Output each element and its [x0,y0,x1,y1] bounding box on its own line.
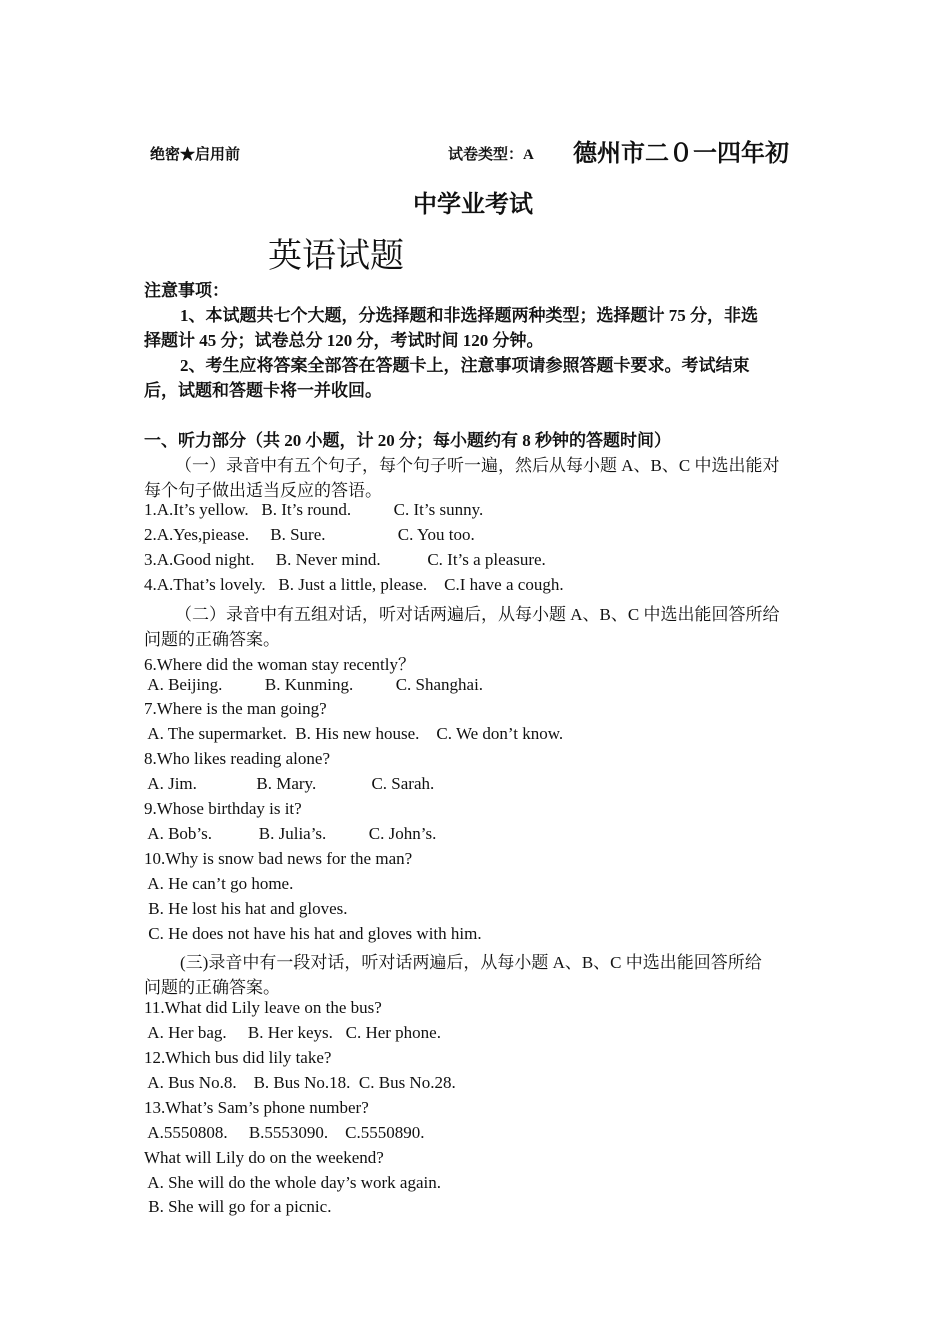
answer-options: A. Bob’s. B. Julia’s. C. John’s. [144,824,437,843]
answer-options: A. The supermarket. B. His new house. C. We don’t know. [144,724,564,743]
question-line: 1.A.It’s yellow. B. It’s round. C. It’s sunny. [144,500,484,519]
answer-option: A. He can’t go home. [144,874,294,893]
answer-options: A.5550808. B.5553090. C.5550890. [144,1123,425,1142]
question-line: 6.Where did the woman stay recently？ [144,655,415,674]
answer-options: A. Bus No.8. B. Bus No.18. C. Bus No.28. [144,1073,456,1092]
answer-option: A. She will do the whole day’s work again. [144,1173,441,1192]
question-line: What will Lily do on the weekend? [144,1148,384,1167]
instruction-line: 每个句子做出适当反应的答语。 [144,481,382,500]
subject-title: 英语试题 [268,238,404,275]
instruction-line: （一）录音中有五个句子，每个句子听一遍，然后从每小题 A、B、C 中选出能对 [175,456,780,475]
answer-options: A. Her bag. B. Her keys. C. Her phone. [144,1023,441,1042]
exam-title-line2: 中学业考试 [413,192,533,218]
question-line: 8.Who likes reading alone? [144,749,330,768]
question-line: 13.What’s Sam’s phone number? [144,1098,369,1117]
answer-option: B. She will go for a picnic. [144,1197,332,1216]
question-line: 12.Which bus did lily take? [144,1048,332,1067]
exam-title-line1: 德州市二０一四年初 [573,141,789,167]
question-line: 3.A.Good night. B. Never mind. C. It’s a pleasure. [144,550,546,569]
question-line: 11.What did Lily leave on the bus? [144,998,382,1017]
notes-line: 后，试题和答题卡将一并收回。 [144,381,382,400]
confidential-label: 绝密★启用前 [150,147,241,163]
answer-option: C. He does not have his hat and gloves with him. [144,924,482,943]
question-line: 10.Why is snow bad news for the man? [144,849,413,868]
notes-line: 1、本试题共七个大题，分选择题和非选择题两种类型；选择题计 75 分，非选 [180,306,758,325]
question-line: 9.Whose birthday is it? [144,799,302,818]
notes-line: 择题计 45 分；试卷总分 120 分，考试时间 120 分钟。 [144,331,544,350]
notes-line: 2、考生应将答案全部答在答题卡上，注意事项请参照答题卡要求。考试结束 [180,356,750,375]
notes-heading: 注意事项： [144,281,229,300]
question-line: 4.A.That’s lovely. B. Just a little, please. C.I have a cough. [144,575,564,594]
answer-options: A. Beijing. B. Kunming. C. Shanghai. [144,675,484,694]
section-heading: 一、听力部分（共 20 小题，计 20 分；每小题约有 8 秒钟的答题时间） [144,431,671,450]
instruction-line: （二）录音中有五组对话，听对话两遍后，从每小题 A、B、C 中选出能回答所给 [175,605,780,624]
answer-option: B. He lost his hat and gloves. [144,899,348,918]
question-line: 7.Where is the man going? [144,699,327,718]
answer-options: A. Jim. B. Mary. C. Sarah. [144,774,435,793]
instruction-line: 问题的正确答案。 [144,630,280,649]
paper-type-label: 试卷类型：A [448,147,534,163]
question-line: 2.A.Yes,piease. B. Sure. C. You too. [144,525,475,544]
instruction-line: (三)录音中有一段对话，听对话两遍后，从每小题 A、B、C 中选出能回答所给 [180,953,762,972]
instruction-line: 问题的正确答案。 [144,978,280,997]
